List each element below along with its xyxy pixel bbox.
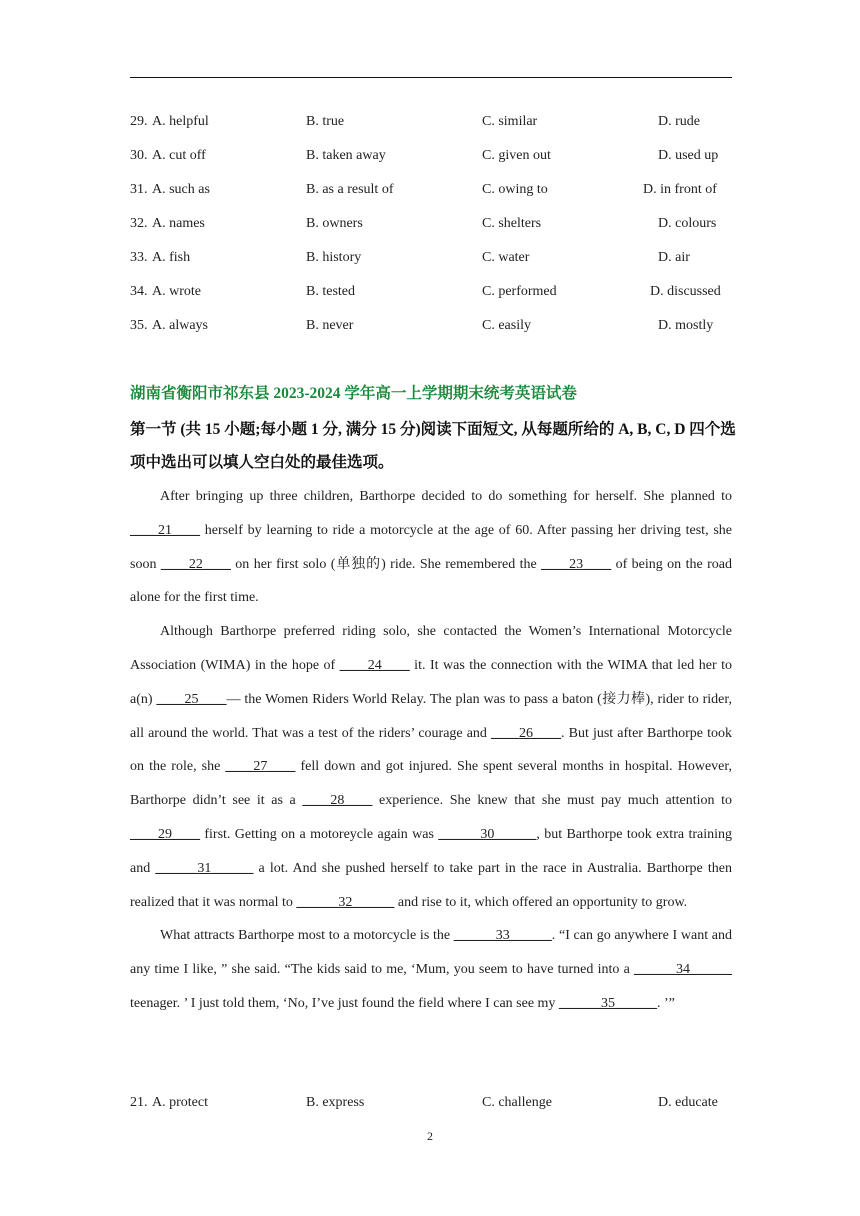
option-row-21 [130,1095,732,1117]
option-a: A. wrote [152,284,201,299]
question-number: 33. [130,250,148,265]
blank-29: ____29____ [130,826,200,842]
blank-23: ____23____ [541,556,612,572]
passage-text: experience. She knew that she must pay much attention to [372,793,732,809]
blank-34: ______34______ [634,962,732,978]
option-row-35 [130,318,732,340]
option-a: A. such as [152,182,210,197]
option-d: D. rude [658,114,700,129]
question-number: 21. [130,1095,148,1110]
option-c: C. similar [482,114,538,129]
option-d: D. educate [658,1095,718,1110]
passage-text: . “I can go anywhere I want and any time I like, ” she said. “The kids said to me, ‘Mum, you seem to have turned into a [130,928,732,978]
option-b: B. owners [306,216,363,231]
question-number: 32. [130,216,148,231]
blank-35: ______35______ [558,995,657,1011]
passage-text: , but Barthorpe took extra training and [130,826,732,876]
blank-21: ____21____ [130,522,200,538]
blank-24: ____24____ [339,657,410,673]
option-a: A. helpful [152,114,209,129]
option-d: D. mostly [658,318,714,333]
section-title: 湖南省衡阳市祁东县 2023-2024 学年高一上学期期末统考英语试卷 [130,385,577,402]
question-number: 31. [130,182,148,197]
option-row-30 [130,148,732,170]
blank-28: ____28____ [302,793,373,809]
option-d: D. used up [658,148,719,163]
section-instruction: 第一节 (共 15 小题;每小题 1 分, 满分 15 分)阅读下面短文, 从每题所给的 A, B, C, D 四个选项中选出可以填人空白处的最佳选项。 [130,421,736,471]
header-rule [130,77,732,78]
option-d: D. colours [658,216,717,231]
blank-25: ____25____ [156,691,227,707]
option-row-31 [130,182,732,204]
passage-text: Although Barthorpe preferred riding solo, she contacted the Women’s International Motorcycle Association (WIMA) in the hope of [130,624,732,673]
passage-text: on her first solo (单独的) ride. She remembered the [230,556,542,572]
blank-32: ______32______ [296,894,395,910]
passage-text: first. Getting on a motoreycle again was [200,826,439,842]
option-b: B. true [306,114,345,129]
option-d: D. air [658,250,690,265]
passage-text: . But just after Barthorpe took on the role, she [130,725,733,775]
option-c: C. performed [482,284,557,299]
question-number: 29. [130,114,148,129]
passage-paragraph-1 [130,480,732,615]
passage-text: a lot. And she pushed herself to take part in the race in Australia. Barthorpe then realized that it was normal to [130,860,732,910]
option-c: C. water [482,250,530,265]
blank-26: ____26____ [491,725,562,741]
option-a: A. protect [152,1095,208,1110]
option-a: A. always [152,318,208,333]
option-b: B. tested [306,284,355,299]
blank-31: ______31______ [155,860,254,876]
blank-33: ______33______ [453,928,552,944]
question-number: 34. [130,284,148,299]
blank-27: ____27____ [225,759,296,775]
option-row-29 [130,114,732,136]
option-d: D. in front of [643,182,717,197]
option-b: B. history [306,250,362,265]
passage-text: teenager. ’ I just told them, ‘No, I’ve just found the field where I can see my [130,995,559,1011]
page-number: 2 [427,1129,433,1143]
option-row-33 [130,250,732,272]
option-c: C. shelters [482,216,542,231]
option-b: B. as a result of [306,182,394,197]
blank-22: ____22____ [160,556,231,572]
option-row-34 [130,284,732,306]
passage-text: — the Women Riders World Relay. The plan was to pass a baton (接力棒), rider to rider, all around the world. That was a test of the riders’ courage and [130,691,732,741]
option-d: D. discussed [650,284,721,299]
passage-text: . ’” [656,995,675,1011]
option-b: B. taken away [306,148,386,163]
option-b: B. express [306,1095,365,1110]
question-number: 35. [130,318,148,333]
passage-text: After bringing up three children, Barthorpe decided to do something for herself. She planned to [160,489,732,504]
passage-text: it. It was the connection with the WIMA that led her to a(n) [130,657,732,707]
option-a: A. fish [152,250,191,265]
passage-text: and rise to it, which offered an opportunity to grow. [394,894,688,910]
option-row-32 [130,216,732,238]
passage-text: herself by learning to ride a motorcycle at the age of 60. After passing her driving test, she soon [130,522,732,572]
option-a: A. names [152,216,205,231]
passage-paragraph-3 [130,919,732,1020]
option-c: C. challenge [482,1095,552,1110]
passage-text: What attracts Barthorpe most to a motorcycle is the [160,928,454,944]
blank-30: ______30______ [438,826,537,842]
option-c: C. easily [482,318,531,333]
passage-paragraph-2 [130,615,732,919]
passage-text: of being on the road alone for the first time. [130,556,732,606]
passage-text: fell down and got injured. She spent several months in hospital. However, Barthorpe didn’t see it as a [130,759,732,809]
cloze-passage [130,480,732,1021]
option-c: C. given out [482,148,551,163]
question-number: 30. [130,148,148,163]
option-b: B. never [306,318,354,333]
option-c: C. owing to [482,182,548,197]
option-a: A. cut off [152,148,206,163]
